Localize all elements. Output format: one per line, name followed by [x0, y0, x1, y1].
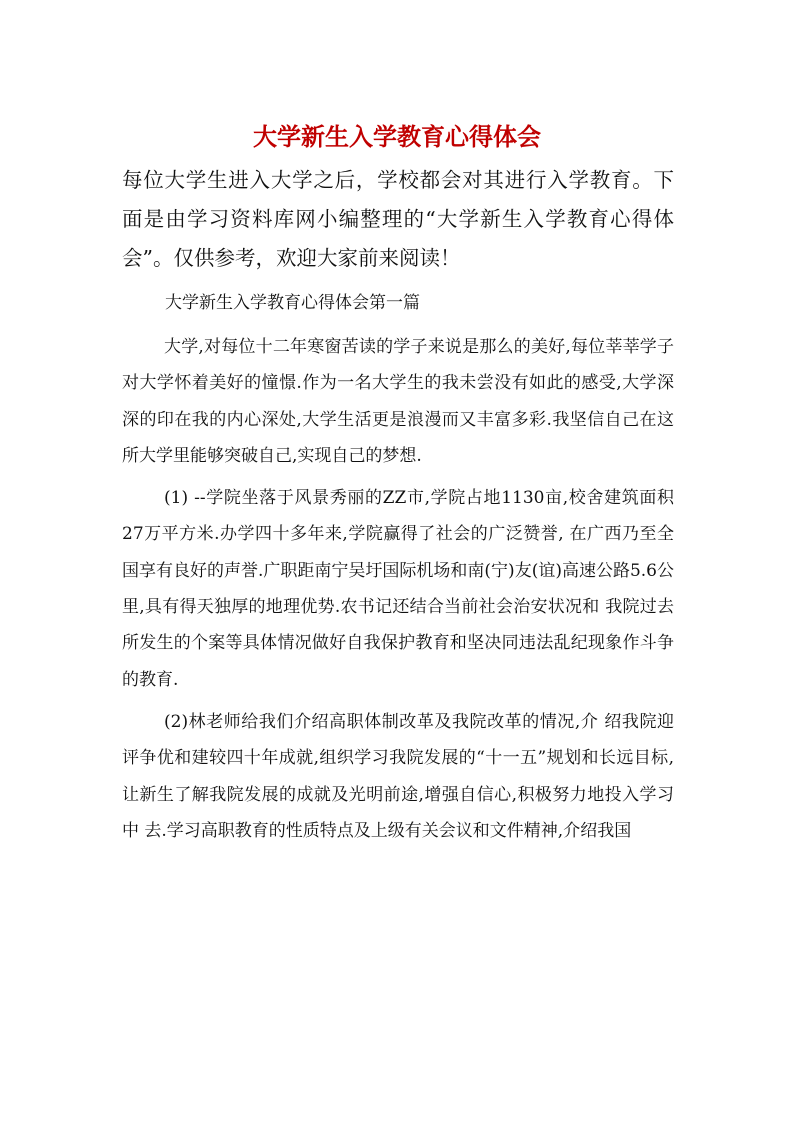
body-paragraph-1: 大学,对每位十二年寒窗苦读的学子来说是那么的美好,每位莘莘学子对大学怀着美好的憧憬.作为一名大学生的我未尝没有如此的感受,大学深深的印在我的内心深处,大学生活更是浪漫而又丰富多彩.我坚信自己在这所大学里能够突破自己,实现自己的梦想.: [122, 337, 674, 466]
body-paragraph-3: (2)林老师给我们介绍高职体制改革及我院改革的情况,介 绍我院迎评争优和建较四十年成就,组织学习我院发展的“十一五”规划和长远目标,让新生了解我院发展的成就及光明前途,增强自信心,积极努力地投入学习中 去.学习高职教育的性质特点及上级有关会议和文件精神,介绍我国: [122, 711, 674, 841]
body-text: [122, 329, 674, 855]
document-title: 大学新生入学教育心得体会: [253, 122, 541, 152]
section-heading: 大学新生入学教育心得体会第一篇: [165, 293, 420, 313]
body-paragraph-2: (1) --学院坐落于风景秀丽的ZZ市,学院占地1130亩,校舍建筑面积27万平方米.办学四十多年来,学院赢得了社会的广泛赞誉, 在广西乃至全国享有良好的声誉.广职距南宁吴圩国际机场和南(宁)友(谊)高速公路5.6公里,具有得天独厚的地理优势.农书记还结合当前社会治安状况和 我院过去所发生的个案等具体情况做好自我保护教育和坚决同违法乱纪现象作斗争的教育.: [122, 488, 674, 690]
intro-paragraph: 每位大学生进入大学之后，学校都会对其进行入学教育。下面是由学习资料库网小编整理的“大学新生入学教育心得体会”。仅供参考，欢迎大家前来阅读！: [122, 168, 674, 270]
